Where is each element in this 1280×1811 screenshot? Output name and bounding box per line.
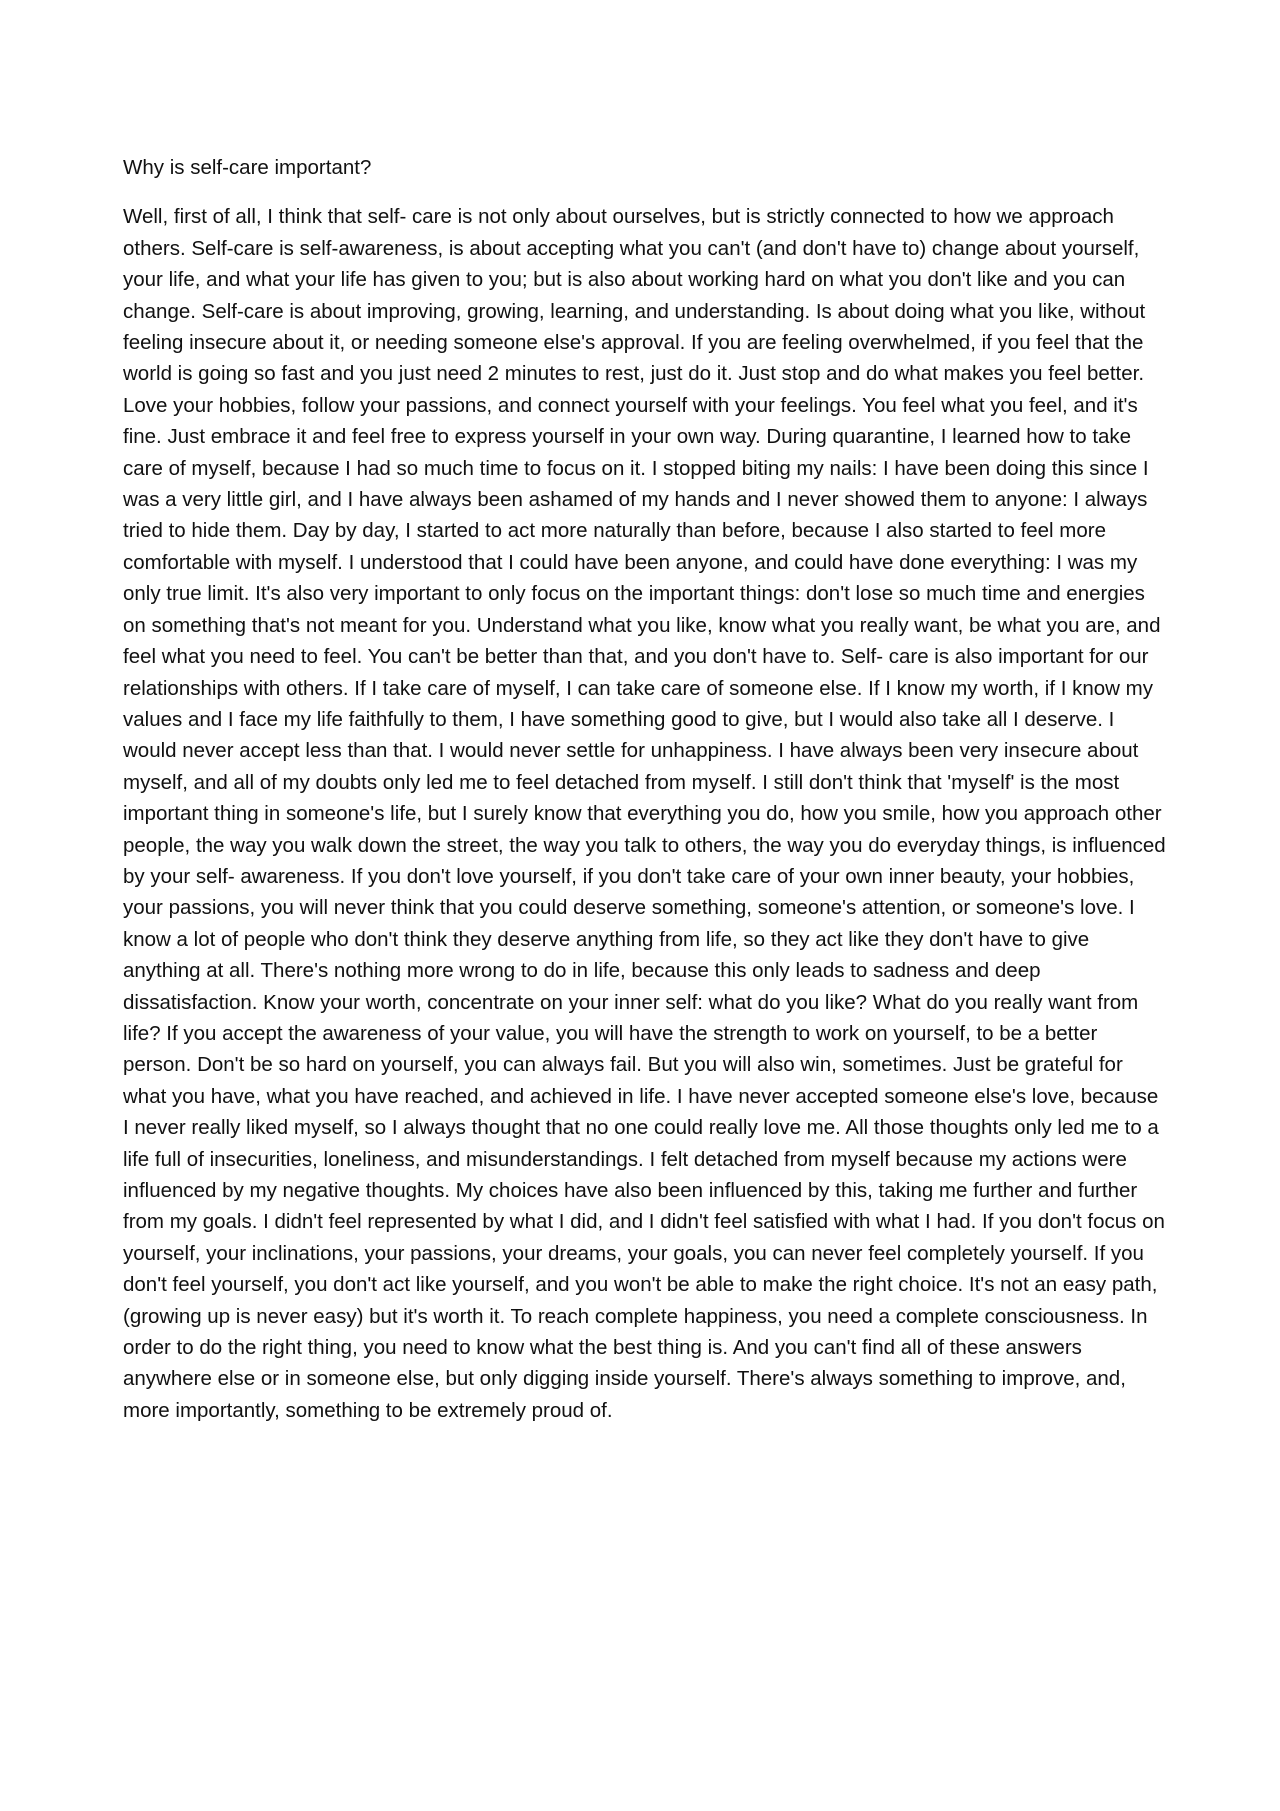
document-title: Why is self-care important? <box>123 156 372 179</box>
document-body-paragraph: Well, first of all, I think that self- care is not only about ourselves, but is strictly connected to how we approach others. Self-care is self-awareness, is about accepting what you can't (and don't have to) change about yourself, your life, and what your life has given to you; but is also about working hard on what you don't like and you can change. Self-care is about improving, growing, learning, and understanding. Is about doing what you like, without feeling insecure about it, or needing someone else's approval. If you are feeling overwhelmed, if you feel that the world is going so fast and you just need 2 minutes to rest, just do it. Just stop and do what makes you feel better. Love your hobbies, follow your passions, and connect yourself with your feelings. You feel what you feel, and it's fine. Just embrace it and feel free to express yourself in your own way. During quarantine, I learned how to take care of myself, because I had so much time to focus on it. I stopped biting my nails: I have been doing this since I was a very little girl, and I have always been ashamed of my hands and I never showed them to anyone: I always tried to hide them. Day by day, I started to act more naturally than before, because I also started to feel more comfortable with myself. I understood that I could have been anyone, and could have done everything: I was my only true limit. It's also very important to only focus on the important things: don't lose so much time and energies on something that's not meant for you. Understand what you like, know what you really want, be what you are, and feel what you need to feel. You can't be better than that, and you don't have to. Self- care is also important for our relationships with others. If I take care of myself, I can take care of someone else. If I know my worth, if I know my values and I face my life faithfully to them, I have something good to give, but I would also take all I deserve. I would never accept less than that. I would never settle for unhappiness. I have always been very insecure about myself, and all of my doubts only led me to feel detached from myself. I still don't think that 'myself' is the most important thing in someone's life, but I surely know that everything you do, how you smile, how you approach other people, the way you walk down the street, the way you talk to others, the way you do everyday things, is influenced by your self- awareness. If you don't love yourself, if you don't take care of your own inner beauty, your hobbies, your passions, you will never think that you could deserve something, someone's attention, or someone's love. I know a lot of people who don't think they deserve anything from life, so they act like they don't have to give anything at all. There's nothing more wrong to do in life, because this only leads to sadness and deep dissatisfaction. Know your worth, concentrate on your inner self: what do you like? What do you really want from life? If you accept the awareness of your value, you will have the strength to work on yourself, to be a better person. Don't be so hard on yourself, you can always fail. But you will also win, sometimes. Just be grateful for what you have, what you have reached, and achieved in life. I have never accepted someone else's love, because I never really liked myself, so I always thought that no one could really love me. All those thoughts only led me to a life full of insecurities, loneliness, and misunderstandings. I felt detached from myself because my actions were influenced by my negative thoughts. My choices have also been influenced by this, taking me further and further from my goals. I didn't feel represented by what I did, and I didn't feel satisfied with what I had. If you don't focus on yourself, your inclinations, your passions, your dreams, your goals, you can never feel completely yourself. If you don't feel yourself, you don't act like yourself, and you won't be able to make the right choice. It's not an easy path, (growing up is never easy) but it's worth it. To reach complete happiness, you need a complete consciousness. In order to do the right thing, you need to know what the best thing is. And you can't find all of these answers anywhere else or in someone else, but only digging inside yourself. There's always something to improve, and, more importantly, something to be extremely proud of. <box>123 205 1166 1422</box>
document-content <box>123 152 1168 1426</box>
